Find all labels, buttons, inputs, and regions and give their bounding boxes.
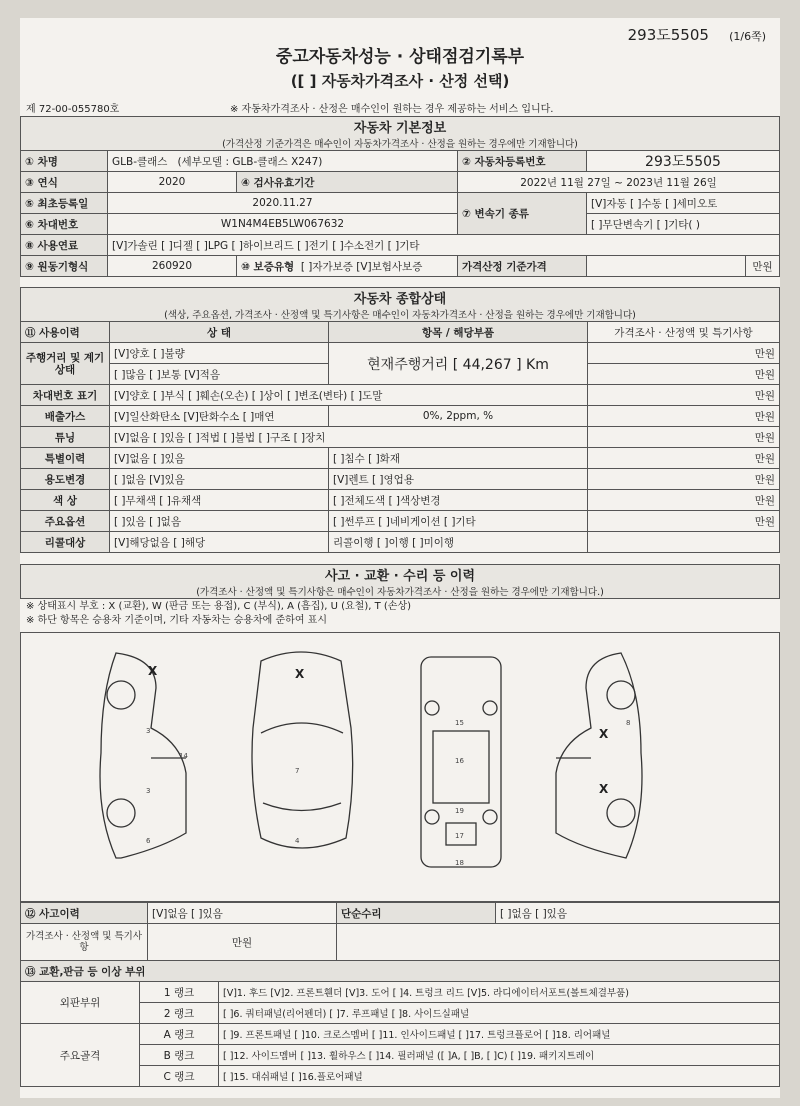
tuning-unit: 만원 bbox=[588, 427, 780, 448]
reg-no-label: ② 자동차등록번호 bbox=[457, 151, 586, 172]
year-label: ③ 연식 bbox=[21, 172, 108, 193]
right-rear-wheel bbox=[607, 799, 635, 827]
detail-model: (세부모델 : GLB-클래스 X247) bbox=[177, 155, 323, 168]
accident-note: (가격조사 · 산정액 및 특기사항은 매수인이 자동차가격조사 · 산정을 원하는 경우에만 기재합니다.) bbox=[196, 587, 604, 598]
engine-label: ⑨ 원동기형식 bbox=[21, 256, 108, 277]
legend-notes bbox=[26, 600, 411, 628]
car-name-label: ① 차명 bbox=[21, 151, 108, 172]
reg-no: 293도5505 bbox=[586, 151, 779, 172]
trans-options-1: [V]자동 [ ]수동 [ ]세미오토 bbox=[586, 193, 779, 214]
rank-b-label: B 랭크 bbox=[140, 1045, 219, 1066]
mileage-unit-2: 만원 bbox=[588, 364, 780, 385]
simple-repair-state: [ ]없음 [ ]있음 bbox=[496, 903, 780, 924]
part-num-6: 6 bbox=[146, 837, 151, 845]
tuning-label: 튜닝 bbox=[21, 427, 110, 448]
accident-header-table bbox=[20, 564, 780, 599]
first-reg: 2020.11.27 bbox=[108, 193, 458, 214]
trans-label: ⑦ 변속기 종류 bbox=[457, 193, 586, 235]
inspect-label: ④ 검사유효기간 bbox=[237, 172, 458, 193]
mileage-unit-1: 만원 bbox=[588, 343, 780, 364]
part-num-16: 16 bbox=[455, 757, 464, 765]
fuel-options: [V]가솔린 [ ]디젤 [ ]LPG [ ]하이브리드 [ ]전기 [ ]수소전기 [ ]기타 bbox=[108, 235, 780, 256]
emission-label: 배출가스 bbox=[21, 406, 110, 427]
price-unit: 만원 bbox=[745, 256, 779, 277]
parts-title: ⑬ 교환,판금 등 이상 부위 bbox=[21, 961, 780, 982]
first-reg-label: ⑤ 최초등록일 bbox=[21, 193, 108, 214]
rank-c-items: [ ]15. 대쉬패널 [ ]16.플로어패널 bbox=[219, 1066, 780, 1087]
mark-right-door-rear: X bbox=[599, 782, 609, 796]
accident-price-unit: 만원 bbox=[148, 924, 337, 961]
status-title: 자동차 종합상태 bbox=[353, 292, 447, 307]
floor-panel bbox=[433, 731, 489, 803]
car-diagram bbox=[20, 632, 780, 902]
part-num-15: 15 bbox=[455, 719, 464, 727]
accident-title: 사고 · 교환 · 수리 등 이력 bbox=[324, 569, 476, 584]
rank-2-label: 2 랭크 bbox=[140, 1003, 219, 1024]
fuel-label: ⑧ 사용연료 bbox=[21, 235, 108, 256]
special-state: [V]없음 [ ]있음 bbox=[110, 448, 329, 469]
main-frame-label: 주요골격 bbox=[21, 1024, 140, 1087]
rank-a-label: A 랭크 bbox=[140, 1024, 219, 1045]
part-num-14: 14 bbox=[179, 752, 188, 760]
mark-right-door-front: X bbox=[599, 727, 609, 741]
vin: W1N4M4EB5LW067632 bbox=[108, 214, 458, 235]
mileage-state-1: [V]양호 [ ]불량 bbox=[110, 343, 329, 364]
accident-history-state: [V]없음 [ ]있음 bbox=[148, 903, 337, 924]
part-num-17: 17 bbox=[455, 832, 464, 840]
use-change-items: [V]렌트 [ ]영업용 bbox=[329, 469, 588, 490]
accident-price-label: 가격조사 · 산정액 및 특기사항 bbox=[21, 924, 148, 961]
rank-a-items: [ ]9. 프론트패널 [ ]10. 크로스멤버 [ ]11. 인사이드패널 [ ]17. 트렁크플로어 [ ]18. 리어패널 bbox=[219, 1024, 780, 1045]
vin-mark-state: [V]양호 [ ]부식 [ ]훼손(오손) [ ]상이 [ ]변조(변타) [ ]도말 bbox=[110, 385, 588, 406]
tuning-state: [V]없음 [ ]있음 [ ]적법 [ ]불법 [ ]구조 [ ]장치 bbox=[110, 427, 588, 448]
rank-b-items: [ ]12. 사이드멤버 [ ]13. 휠하우스 [ ]14. 필러패널 ([ ]A, [ ]B, [ ]C) [ ]19. 패키지트레이 bbox=[219, 1045, 780, 1066]
recall-items: 리콜이행 [ ]이행 [ ]미이행 bbox=[329, 532, 588, 553]
page-number: (1/6쪽) bbox=[729, 30, 766, 43]
status-col-price: 가격조사 · 산정액 및 특기사항 bbox=[588, 322, 780, 343]
color-items: [ ]전체도색 [ ]색상변경 bbox=[329, 490, 588, 511]
special-unit: 만원 bbox=[588, 448, 780, 469]
left-front-wheel bbox=[107, 681, 135, 709]
emission-state: [V]일산화탄소 [V]탄화수소 [ ]매연 bbox=[110, 406, 329, 427]
color-unit: 만원 bbox=[588, 490, 780, 511]
part-num-4: 4 bbox=[295, 837, 300, 845]
part-num-3b: 3 bbox=[146, 787, 151, 795]
part-num-8: 8 bbox=[626, 719, 631, 727]
rank-1-items: [V]1. 후드 [V]2. 프론트휀더 [V]3. 도어 [ ]4. 트렁크 리드 [V]5. 라디에이터서포트(볼트체결부품) bbox=[219, 982, 780, 1003]
top-view-body bbox=[252, 652, 353, 848]
accident-history-label: ⑫ 사고이력 bbox=[21, 903, 148, 924]
left-rear-wheel bbox=[107, 799, 135, 827]
header-plate: 293도5505 bbox=[627, 26, 709, 44]
engine-type: 260920 bbox=[108, 256, 237, 277]
warranty: [ ]자가보증 [V]보험사보증 bbox=[300, 260, 423, 273]
use-change-label: 용도변경 bbox=[21, 469, 110, 490]
emission-unit: 만원 bbox=[588, 406, 780, 427]
mark-top-hood: X bbox=[295, 667, 305, 681]
inspect-period: 2022년 11월 27일 ~ 2023년 11월 26일 bbox=[457, 172, 779, 193]
mileage-value: 현재주행거리 [ 44,267 ] Km bbox=[329, 343, 588, 385]
simple-repair-label: 단순수리 bbox=[337, 903, 496, 924]
vin-mark-label: 차대번호 표기 bbox=[21, 385, 110, 406]
price-basis-label: 가격산정 기준가격 bbox=[457, 256, 586, 277]
warranty-label: ⑩ 보증유형 bbox=[241, 260, 295, 273]
outer-panel-label: 외판부위 bbox=[21, 982, 140, 1024]
basic-note: (가격산정 기준가격은 매수인이 자동차가격조사 · 산정을 원하는 경우에만 기재합니다) bbox=[222, 139, 578, 150]
vin-label: ⑥ 차대번호 bbox=[21, 214, 108, 235]
accident-history-table bbox=[20, 902, 780, 961]
options-state: [ ]있음 [ ]없음 bbox=[110, 511, 329, 532]
car-outline-drawing bbox=[21, 633, 779, 901]
legend-line-1: ※ 상태표시 부호 : X (교환), W (판금 또는 용접), C (부식), A (흠집), U (요철), T (손상) bbox=[26, 601, 412, 612]
rank-c-label: C 랭크 bbox=[140, 1066, 219, 1087]
basic-title: 자동차 기본정보 bbox=[353, 121, 447, 136]
color-state: [ ]무채색 [ ]유채색 bbox=[110, 490, 329, 511]
rank-2-items: [ ]6. 쿼터패널(리어펜더) [ ]7. 루프패널 [ ]8. 사이드실패널 bbox=[219, 1003, 780, 1024]
status-table bbox=[20, 287, 780, 553]
options-items: [ ]썬루프 [ ]네비게이션 [ ]기타 bbox=[329, 511, 588, 532]
recall-label: 리콜대상 bbox=[21, 532, 110, 553]
parts-table bbox=[20, 960, 780, 1087]
status-col-state: 상 태 bbox=[110, 322, 329, 343]
status-col-item: 항목 / 해당부품 bbox=[329, 322, 588, 343]
year: 2020 bbox=[108, 172, 237, 193]
part-num-7: 7 bbox=[295, 767, 300, 775]
emission-values: 0%, 2ppm, % bbox=[329, 406, 588, 427]
car-name: GLB-클래스 bbox=[112, 155, 168, 168]
document-note: ※ 자동차가격조사 · 산정은 매수인이 원하는 경우 제공하는 서비스 입니다. bbox=[230, 104, 554, 115]
page-title: 중고자동차성능 · 상태점검기록부 bbox=[275, 47, 525, 67]
part-num-18: 18 bbox=[455, 859, 464, 867]
use-change-unit: 만원 bbox=[588, 469, 780, 490]
color-label: 색 상 bbox=[21, 490, 110, 511]
options-unit: 만원 bbox=[588, 511, 780, 532]
status-col-history: ⑪ 사용이력 bbox=[21, 322, 110, 343]
legend-line-2: ※ 하단 항목은 승용차 기준이며, 기타 자동차는 승용차에 준하여 표시 bbox=[26, 615, 327, 626]
recall-state: [V]해당없음 [ ]해당 bbox=[110, 532, 329, 553]
special-label: 특별이력 bbox=[21, 448, 110, 469]
basic-info-table bbox=[20, 116, 780, 277]
options-label: 주요옵션 bbox=[21, 511, 110, 532]
use-change-state: [ ]없음 [V]있음 bbox=[110, 469, 329, 490]
mileage-state-2: [ ]많음 [ ]보통 [V]적음 bbox=[110, 364, 329, 385]
right-front-wheel bbox=[607, 681, 635, 709]
part-num-3a: 3 bbox=[146, 727, 151, 735]
trans-options-2: [ ]무단변속기 [ ]기타( ) bbox=[586, 214, 779, 235]
page-subtitle: ([ ] 자동차가격조사 · 산정 선택) bbox=[290, 72, 510, 90]
document-number: 제 72-00-055780호 bbox=[26, 104, 120, 115]
special-items: [ ]침수 [ ]화재 bbox=[329, 448, 588, 469]
part-num-19: 19 bbox=[455, 807, 464, 815]
vin-mark-unit: 만원 bbox=[588, 385, 780, 406]
inspection-sheet bbox=[20, 18, 780, 1098]
status-note: (색상, 주요옵션, 가격조사 · 산정액 및 특기사항은 매수인이 자동차가격조사 · 산정을 원하는 경우에만 기재합니다) bbox=[164, 310, 636, 321]
rank-1-label: 1 랭크 bbox=[140, 982, 219, 1003]
mileage-label: 주행거리 및 계기상태 bbox=[21, 343, 110, 385]
mark-left-hood: X bbox=[148, 664, 158, 678]
